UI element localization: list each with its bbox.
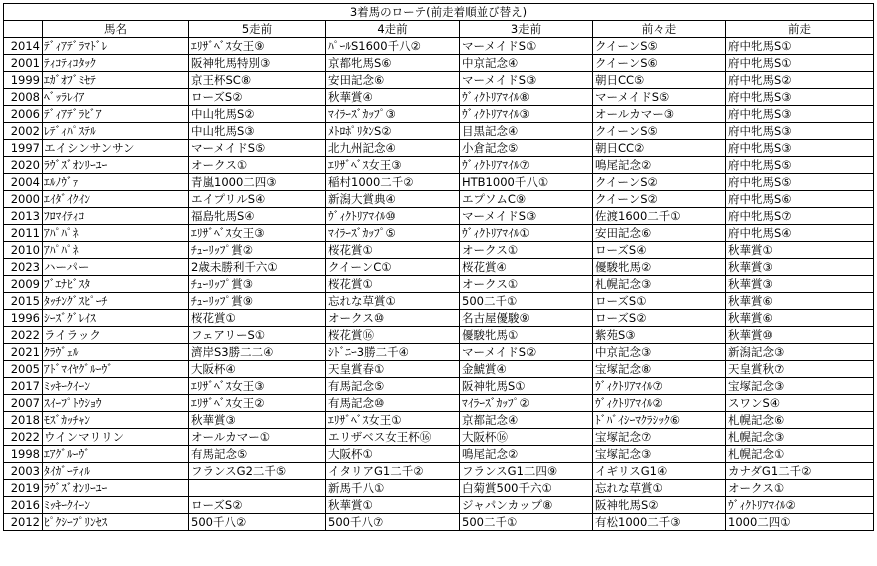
cell-race-5th-last: 濟岸S3勝二二④ — [189, 344, 326, 361]
table-row — [4, 157, 874, 174]
cell-race-4th-last: 北九州記念④ — [326, 140, 460, 157]
table-row — [4, 259, 874, 276]
table-row — [4, 191, 874, 208]
cell-year: 2012 — [4, 514, 43, 531]
cell-race-2nd-last: ローズS④ — [593, 242, 726, 259]
cell-race-last: 秋華賞③ — [726, 276, 874, 293]
cell-race-3rd-last: 目黒記念④ — [460, 123, 593, 140]
cell-race-last: 秋華賞⑥ — [726, 293, 874, 310]
cell-race-3rd-last: 桜花賞④ — [460, 259, 593, 276]
cell-race-2nd-last: 宝塚記念③ — [593, 446, 726, 463]
cell-year: 2004 — [4, 174, 43, 191]
cell-race-last: 宝塚記念③ — [726, 378, 874, 395]
cell-race-3rd-last: ｳﾞｨｸﾄﾘｱﾏｲﾙ③ — [460, 106, 593, 123]
ranking-table — [3, 3, 874, 531]
cell-horse-name: ｽｲｰﾌﾟﾄｳｼｮｳ — [43, 395, 189, 412]
cell-year: 2006 — [4, 106, 43, 123]
header-row — [4, 21, 874, 38]
table-row — [4, 497, 874, 514]
cell-race-2nd-last: 忘れな草賞① — [593, 480, 726, 497]
cell-horse-name: ﾐｯｷｰｸｲｰﾝ — [43, 497, 189, 514]
table-row — [4, 514, 874, 531]
cell-race-2nd-last: 優駿牝馬② — [593, 259, 726, 276]
cell-horse-name: ｱﾊﾟﾊﾟﾈ — [43, 242, 189, 259]
cell-race-4th-last: 稲村1000二千② — [326, 174, 460, 191]
cell-race-3rd-last: エプソムC⑨ — [460, 191, 593, 208]
cell-horse-name: ウインマリリン — [43, 429, 189, 446]
cell-race-5th-last: 青嵐1000二四③ — [189, 174, 326, 191]
cell-horse-name: ｴｶﾞｵﾌﾞﾐｾﾃ — [43, 72, 189, 89]
cell-year: 2017 — [4, 378, 43, 395]
cell-race-last: 1000二四① — [726, 514, 874, 531]
cell-race-last: 秋華賞⑥ — [726, 310, 874, 327]
cell-race-5th-last: 桜花賞① — [189, 310, 326, 327]
cell-race-4th-last: 有馬記念⑩ — [326, 395, 460, 412]
cell-race-5th-last: 500千八② — [189, 514, 326, 531]
cell-race-last: 札幌記念③ — [726, 429, 874, 446]
cell-race-last: 新潟記念③ — [726, 344, 874, 361]
header-last: 前走 — [726, 21, 874, 38]
cell-horse-name: ﾌﾛﾏｲﾃｨｺ — [43, 208, 189, 225]
cell-race-4th-last: 大阪杯① — [326, 446, 460, 463]
cell-race-4th-last: イタリアG1二千② — [326, 463, 460, 480]
header-5th-last: 5走前 — [189, 21, 326, 38]
cell-race-5th-last: 中山牝馬S② — [189, 106, 326, 123]
cell-race-2nd-last: 紫苑S③ — [593, 327, 726, 344]
cell-race-4th-last: ﾊﾟｰﾙS1600千八② — [326, 38, 460, 55]
cell-year: 2001 — [4, 55, 43, 72]
cell-race-last: 府中牝馬S① — [726, 55, 874, 72]
table-row — [4, 446, 874, 463]
cell-race-last: 札幌記念⑥ — [726, 412, 874, 429]
cell-race-4th-last: ｴﾘｻﾞﾍﾞｽ女王③ — [326, 157, 460, 174]
cell-race-5th-last: フェアリーS① — [189, 327, 326, 344]
cell-horse-name: ﾃﾞｨｱﾃﾞﾗﾋﾞｱ — [43, 106, 189, 123]
table-row — [4, 361, 874, 378]
cell-race-3rd-last: ﾏｲﾗｰｽﾞｶｯﾌﾟ② — [460, 395, 593, 412]
cell-race-4th-last: ﾏｲﾗｰｽﾞｶｯﾌﾟ③ — [326, 106, 460, 123]
cell-race-3rd-last: ジャパンカップ⑧ — [460, 497, 593, 514]
cell-year: 2011 — [4, 225, 43, 242]
cell-year: 2019 — [4, 480, 43, 497]
table-row — [4, 412, 874, 429]
cell-horse-name: ﾗｳﾞｽﾞｵﾝﾘｰﾕｰ — [43, 480, 189, 497]
cell-race-4th-last: 安田記念⑥ — [326, 72, 460, 89]
cell-horse-name: ﾀｯﾁﾝｸﾞｽﾋﾟｰﾁ — [43, 293, 189, 310]
cell-race-2nd-last: ローズS① — [593, 293, 726, 310]
cell-race-5th-last: ｴﾘｻﾞﾍﾞｽ女王③ — [189, 225, 326, 242]
cell-race-2nd-last: ﾄﾞﾊﾞｲｼｰﾏｸﾗｼｯｸ⑥ — [593, 412, 726, 429]
cell-race-last: 府中牝馬S③ — [726, 89, 874, 106]
cell-year: 2022 — [4, 429, 43, 446]
cell-race-3rd-last: マーメイドS③ — [460, 208, 593, 225]
cell-race-last: 秋華賞⑩ — [726, 327, 874, 344]
cell-race-4th-last: ｴﾘｻﾞﾍﾞｽ女王① — [326, 412, 460, 429]
cell-year: 2016 — [4, 497, 43, 514]
cell-race-4th-last: 秋華賞① — [326, 497, 460, 514]
cell-race-3rd-last: 中京記念④ — [460, 55, 593, 72]
cell-race-last: 府中牝馬S③ — [726, 140, 874, 157]
cell-race-2nd-last: 中京記念③ — [593, 344, 726, 361]
cell-race-last: 府中牝馬S④ — [726, 225, 874, 242]
cell-race-3rd-last: 京都記念④ — [460, 412, 593, 429]
cell-race-2nd-last: クイーンS② — [593, 174, 726, 191]
table-row — [4, 242, 874, 259]
cell-year: 1998 — [4, 446, 43, 463]
cell-race-2nd-last: クイーンS⑥ — [593, 55, 726, 72]
cell-race-5th-last: ローズS② — [189, 497, 326, 514]
cell-year: 2014 — [4, 38, 43, 55]
cell-horse-name: エイシンサンサン — [43, 140, 189, 157]
cell-race-3rd-last: ｳﾞｨｸﾄﾘｱﾏｲﾙ① — [460, 225, 593, 242]
cell-race-last: 府中牝馬S① — [726, 38, 874, 55]
cell-year: 2015 — [4, 293, 43, 310]
cell-race-4th-last: ｼﾄﾞﾆｰ3勝二千④ — [326, 344, 460, 361]
cell-race-4th-last: 桜花賞⑯ — [326, 327, 460, 344]
cell-race-5th-last — [189, 480, 326, 497]
table-row — [4, 429, 874, 446]
cell-race-4th-last: 京都牝馬S⑥ — [326, 55, 460, 72]
cell-horse-name: ｼｰｽﾞｸﾞﾚｲｽ — [43, 310, 189, 327]
cell-race-3rd-last: マーメイドS① — [460, 38, 593, 55]
cell-horse-name: ｸﾗｳﾞｪﾙ — [43, 344, 189, 361]
cell-race-last: 府中牝馬S⑥ — [726, 191, 874, 208]
cell-horse-name: ｱﾊﾟﾊﾟﾈ — [43, 225, 189, 242]
table-row — [4, 293, 874, 310]
table-row — [4, 72, 874, 89]
cell-race-last: 府中牝馬S⑤ — [726, 157, 874, 174]
cell-year: 2009 — [4, 276, 43, 293]
cell-race-3rd-last: オークス① — [460, 276, 593, 293]
cell-race-4th-last: 新馬千八① — [326, 480, 460, 497]
table-row — [4, 55, 874, 72]
cell-race-3rd-last: 鳴尾記念② — [460, 446, 593, 463]
cell-race-4th-last: ｳﾞｨｸﾄﾘｱﾏｲﾙ⑩ — [326, 208, 460, 225]
cell-horse-name: ﾌﾞｴﾅﾋﾞｽﾀ — [43, 276, 189, 293]
cell-race-3rd-last: マーメイドS③ — [460, 72, 593, 89]
cell-horse-name: ﾍﾞｯﾗﾚｲｱ — [43, 89, 189, 106]
cell-race-5th-last: ｴﾘｻﾞﾍﾞｽ女王② — [189, 395, 326, 412]
cell-race-2nd-last: ｳﾞｨｸﾄﾘｱﾏｲﾙ⑦ — [593, 378, 726, 395]
cell-race-5th-last: ﾁｭｰﾘｯﾌﾟ賞⑨ — [189, 293, 326, 310]
cell-race-5th-last: 有馬記念⑤ — [189, 446, 326, 463]
cell-race-5th-last: 阪神牝馬特別③ — [189, 55, 326, 72]
cell-race-last: 府中牝馬S⑤ — [726, 174, 874, 191]
cell-race-2nd-last: 宝塚記念⑧ — [593, 361, 726, 378]
cell-race-4th-last: ﾒﾄﾛﾎﾟﾘﾀﾝS② — [326, 123, 460, 140]
cell-race-5th-last: 2歳未勝利千六① — [189, 259, 326, 276]
cell-year: 2021 — [4, 344, 43, 361]
cell-race-2nd-last: クイーンS⑤ — [593, 38, 726, 55]
cell-race-4th-last: 桜花賞① — [326, 276, 460, 293]
cell-race-5th-last: ﾁｭｰﾘｯﾌﾟ賞③ — [189, 276, 326, 293]
cell-year: 2023 — [4, 259, 43, 276]
cell-race-2nd-last: 阪神牝馬S② — [593, 497, 726, 514]
header-horse-name: 馬名 — [43, 21, 189, 38]
cell-year: 2003 — [4, 463, 43, 480]
cell-horse-name: ｱﾄﾞﾏｲﾔｸﾞﾙｰｳﾞ — [43, 361, 189, 378]
cell-race-2nd-last: イギリスG1④ — [593, 463, 726, 480]
cell-race-4th-last: 有馬記念⑤ — [326, 378, 460, 395]
table-row — [4, 480, 874, 497]
table-row — [4, 463, 874, 480]
cell-race-3rd-last: マーメイドS② — [460, 344, 593, 361]
cell-race-2nd-last: クイーンS② — [593, 191, 726, 208]
cell-race-2nd-last: 鳴尾記念② — [593, 157, 726, 174]
cell-race-3rd-last: 阪神牝馬S① — [460, 378, 593, 395]
cell-race-2nd-last: 佐渡1600二千① — [593, 208, 726, 225]
cell-year: 2007 — [4, 395, 43, 412]
cell-race-3rd-last: 大阪杯⑯ — [460, 429, 593, 446]
cell-race-2nd-last: 宝塚記念⑦ — [593, 429, 726, 446]
cell-race-last: カナダG1二千② — [726, 463, 874, 480]
cell-race-last: ｳﾞｨｸﾄﾘｱﾏｲﾙ② — [726, 497, 874, 514]
cell-race-2nd-last: ｳﾞｨｸﾄﾘｱﾏｲﾙ② — [593, 395, 726, 412]
cell-race-last: 府中牝馬S③ — [726, 123, 874, 140]
cell-race-3rd-last: 500二千① — [460, 293, 593, 310]
table-row — [4, 344, 874, 361]
cell-horse-name: ﾐｯｷｰｸｲｰﾝ — [43, 378, 189, 395]
cell-race-2nd-last: マーメイドS⑤ — [593, 89, 726, 106]
cell-race-4th-last: エリザベス女王杯⑯ — [326, 429, 460, 446]
cell-horse-name: ｴﾙﾉｳﾞｧ — [43, 174, 189, 191]
cell-race-3rd-last: ｳﾞｨｸﾄﾘｱﾏｲﾙ⑧ — [460, 89, 593, 106]
cell-race-3rd-last: オークス① — [460, 242, 593, 259]
cell-race-last: 天皇賞秋⑦ — [726, 361, 874, 378]
cell-race-4th-last: 500千八⑦ — [326, 514, 460, 531]
header-2nd-last: 前々走 — [593, 21, 726, 38]
header-3rd-last: 3走前 — [460, 21, 593, 38]
cell-horse-name: ﾃﾞｨｱﾃﾞﾗﾏﾄﾞﾚ — [43, 38, 189, 55]
cell-race-5th-last: 秋華賞③ — [189, 412, 326, 429]
cell-year: 1996 — [4, 310, 43, 327]
table-row — [4, 174, 874, 191]
header-4th-last: 4走前 — [326, 21, 460, 38]
table-row — [4, 225, 874, 242]
cell-race-3rd-last: HTB1000千八① — [460, 174, 593, 191]
cell-year: 2020 — [4, 157, 43, 174]
cell-race-last: 札幌記念① — [726, 446, 874, 463]
cell-race-2nd-last: ローズS② — [593, 310, 726, 327]
cell-race-4th-last: 天皇賞春① — [326, 361, 460, 378]
cell-race-5th-last: オールカマー① — [189, 429, 326, 446]
cell-race-5th-last: ﾁｭｰﾘｯﾌﾟ賞② — [189, 242, 326, 259]
cell-race-4th-last: ﾏｲﾗｰｽﾞｶｯﾌﾟ⑤ — [326, 225, 460, 242]
table-row — [4, 106, 874, 123]
cell-race-2nd-last: 札幌記念③ — [593, 276, 726, 293]
cell-horse-name: ハーパー — [43, 259, 189, 276]
cell-race-5th-last: 福島牝馬S④ — [189, 208, 326, 225]
table-row — [4, 378, 874, 395]
cell-race-last: 秋華賞① — [726, 242, 874, 259]
cell-race-5th-last: エイプリルS④ — [189, 191, 326, 208]
cell-horse-name: ライラック — [43, 327, 189, 344]
cell-year: 2010 — [4, 242, 43, 259]
cell-race-3rd-last: 優駿牝馬① — [460, 327, 593, 344]
cell-year: 1997 — [4, 140, 43, 157]
cell-race-2nd-last: 朝日CC⑤ — [593, 72, 726, 89]
cell-horse-name: ﾗｳﾞｽﾞｵﾝﾘｰﾕｰ — [43, 157, 189, 174]
table-row — [4, 327, 874, 344]
table-title: 3着馬のローテ(前走着順並び替え) — [4, 4, 874, 21]
table-row — [4, 123, 874, 140]
table-row — [4, 310, 874, 327]
cell-year: 1999 — [4, 72, 43, 89]
table-row — [4, 276, 874, 293]
cell-race-last: 府中牝馬S⑦ — [726, 208, 874, 225]
cell-horse-name: ﾓｽﾞｶｯﾁｬﾝ — [43, 412, 189, 429]
cell-year: 2005 — [4, 361, 43, 378]
cell-race-5th-last: 大阪杯④ — [189, 361, 326, 378]
cell-horse-name: ｴｲﾀﾞｲｸｲﾝ — [43, 191, 189, 208]
cell-race-5th-last: フランスG2二千⑤ — [189, 463, 326, 480]
cell-race-2nd-last: オールカマー③ — [593, 106, 726, 123]
cell-horse-name: ﾀｲｶﾞｰﾃｨﾙ — [43, 463, 189, 480]
cell-year: 2002 — [4, 123, 43, 140]
cell-race-last: 府中牝馬S③ — [726, 106, 874, 123]
cell-year: 2000 — [4, 191, 43, 208]
cell-year: 2008 — [4, 89, 43, 106]
cell-race-3rd-last: 名古屋優駿⑨ — [460, 310, 593, 327]
cell-horse-name: ｴｱｸﾞﾙｰｳﾞ — [43, 446, 189, 463]
cell-race-2nd-last: 安田記念⑥ — [593, 225, 726, 242]
cell-race-5th-last: 京王杯SC⑧ — [189, 72, 326, 89]
cell-race-2nd-last: クイーンS⑤ — [593, 123, 726, 140]
cell-race-4th-last: 桜花賞① — [326, 242, 460, 259]
cell-race-5th-last: ｴﾘｻﾞﾍﾞｽ女王③ — [189, 378, 326, 395]
cell-race-3rd-last: 小倉記念⑤ — [460, 140, 593, 157]
cell-race-5th-last: ｴﾘｻﾞﾍﾞｽ女王⑨ — [189, 38, 326, 55]
cell-race-last: スワンS④ — [726, 395, 874, 412]
table-row — [4, 140, 874, 157]
cell-year: 2022 — [4, 327, 43, 344]
cell-race-last: オークス① — [726, 480, 874, 497]
cell-race-4th-last: 秋華賞④ — [326, 89, 460, 106]
cell-year: 2018 — [4, 412, 43, 429]
cell-race-3rd-last: フランスG1二四⑨ — [460, 463, 593, 480]
cell-race-5th-last: オークス① — [189, 157, 326, 174]
cell-race-5th-last: ローズS② — [189, 89, 326, 106]
cell-race-2nd-last: 朝日CC② — [593, 140, 726, 157]
cell-horse-name: ﾋﾟｸｼｰﾌﾟﾘﾝｾｽ — [43, 514, 189, 531]
table-row — [4, 89, 874, 106]
cell-race-2nd-last: 有松1000二千③ — [593, 514, 726, 531]
table-row — [4, 395, 874, 412]
cell-horse-name: ﾃｨｺﾃｨｺﾀｯｸ — [43, 55, 189, 72]
cell-race-4th-last: 新潟大賞典④ — [326, 191, 460, 208]
cell-year: 2013 — [4, 208, 43, 225]
cell-race-5th-last: マーメイドS⑤ — [189, 140, 326, 157]
table-row — [4, 38, 874, 55]
table-row — [4, 208, 874, 225]
cell-race-4th-last: オークス⑩ — [326, 310, 460, 327]
cell-race-4th-last: 忘れな草賞① — [326, 293, 460, 310]
header-year — [4, 21, 43, 38]
cell-race-last: 秋華賞③ — [726, 259, 874, 276]
cell-race-3rd-last: 金鯱賞④ — [460, 361, 593, 378]
cell-race-4th-last: クイーンC① — [326, 259, 460, 276]
cell-race-3rd-last: 500二千① — [460, 514, 593, 531]
cell-race-last: 府中牝馬S② — [726, 72, 874, 89]
cell-race-5th-last: 中山牝馬S③ — [189, 123, 326, 140]
cell-race-3rd-last: 白菊賞500千六① — [460, 480, 593, 497]
cell-horse-name: ﾚﾃﾞｨﾊﾟｽﾃﾙ — [43, 123, 189, 140]
cell-race-3rd-last: ｳﾞｨｸﾄﾘｱﾏｲﾙ⑦ — [460, 157, 593, 174]
